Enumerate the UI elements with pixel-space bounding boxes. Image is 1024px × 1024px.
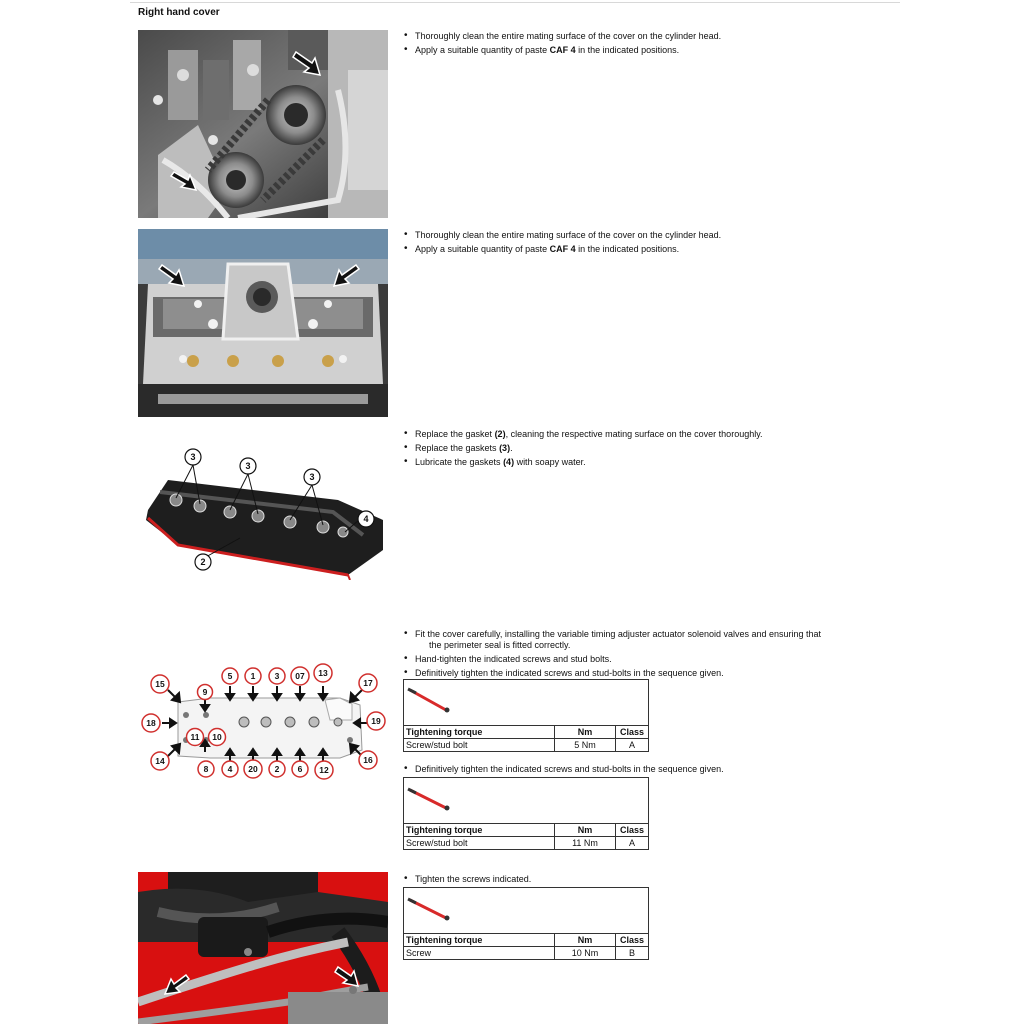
- torque-header-unit: Nm: [555, 934, 616, 947]
- callout-label: 14: [155, 756, 165, 766]
- callout-label: 18: [146, 718, 156, 728]
- torque-wrench-icon: [404, 778, 648, 820]
- torque-wrench-icon: [404, 680, 648, 722]
- callout-label: 2: [200, 557, 206, 567]
- callout-label: 17: [363, 678, 373, 688]
- section-title: Right hand cover: [138, 7, 220, 18]
- step-item: • Hand-tighten the indicated screws and stud bolts.: [404, 652, 904, 666]
- callout-label: 3: [309, 472, 315, 482]
- cylinder-head-photo-2: [138, 229, 388, 417]
- cover-gasket-diagram: [138, 440, 390, 580]
- callout-label: 15: [155, 679, 165, 689]
- callout-label: 4: [363, 514, 369, 524]
- tightening-sequence-diagram: [140, 660, 390, 782]
- torque-value: 10 Nm: [555, 947, 616, 960]
- step-item: • Definitively tighten the indicated screws and stud-bolts in the sequence given.: [404, 666, 904, 680]
- cylinder-head-photo-1: [138, 30, 388, 218]
- callout-label: 12: [319, 765, 329, 775]
- torque-class: A: [616, 739, 649, 752]
- torque-wrench-cell: [404, 888, 649, 934]
- callout-label: 4: [227, 764, 233, 774]
- step-list: [404, 872, 904, 886]
- callout-label: 3: [274, 671, 280, 681]
- callout-label: 13: [318, 668, 328, 678]
- torque-header-name: Tightening torque: [404, 934, 555, 947]
- torque-header-class: Class: [616, 934, 649, 947]
- callout-label: 9: [202, 687, 208, 697]
- callout-label: 5: [227, 671, 233, 681]
- torque-value: 5 Nm: [555, 739, 616, 752]
- callout-label: 16: [363, 755, 373, 765]
- callout-label: 3: [245, 461, 251, 471]
- callout-label: 2: [274, 764, 280, 774]
- top-rule: [130, 2, 900, 3]
- callout-label: 6: [297, 764, 303, 774]
- torque-class: B: [616, 947, 649, 960]
- step-item: • Thoroughly clean the entire mating surface of the cover on the cylinder head.: [404, 29, 904, 43]
- engine-bay-photo: [138, 872, 388, 1024]
- torque-fastener: Screw/stud bolt: [404, 837, 555, 850]
- torque-header-unit: Nm: [555, 824, 616, 837]
- step-item: • Replace the gaskets (3).: [404, 441, 924, 455]
- step-item: • Tighten the screws indicated.: [404, 872, 904, 886]
- step-item: • Replace the gasket (2), cleaning the respective mating surface on the cover thoroughly.: [404, 427, 924, 441]
- torque-wrench-cell: [404, 680, 649, 726]
- step-list: [404, 29, 904, 57]
- step-item: • Apply a suitable quantity of paste CAF 4 in the indicated positions.: [404, 242, 904, 256]
- step-list: [404, 762, 904, 776]
- torque-header-name: Tightening torque: [404, 726, 555, 739]
- callout-label: 19: [371, 716, 381, 726]
- callout-label: 1: [250, 671, 256, 681]
- step-list: [404, 427, 924, 469]
- callout-label: 07: [295, 671, 305, 681]
- step-list: [404, 228, 904, 256]
- step-item: • Definitively tighten the indicated screws and stud-bolts in the sequence given.: [404, 762, 904, 776]
- step-item: • Apply a suitable quantity of paste CAF 4 in the indicated positions.: [404, 43, 904, 57]
- torque-table: [403, 679, 649, 752]
- step-item: • Thoroughly clean the entire mating surface of the cover on the cylinder head.: [404, 228, 904, 242]
- torque-header-name: Tightening torque: [404, 824, 555, 837]
- callout-label: 10: [212, 732, 222, 742]
- callout-label: 11: [190, 732, 200, 742]
- torque-value: 11 Nm: [555, 837, 616, 850]
- torque-header-unit: Nm: [555, 726, 616, 739]
- torque-wrench-icon: [404, 888, 648, 930]
- torque-table: [403, 777, 649, 850]
- torque-wrench-cell: [404, 778, 649, 824]
- step-list: [404, 627, 904, 680]
- torque-fastener: Screw/stud bolt: [404, 739, 555, 752]
- step-item: • Lubricate the gaskets (4) with soapy water.: [404, 455, 924, 469]
- callout-label: 3: [190, 452, 196, 462]
- callout-label: 8: [203, 764, 209, 774]
- torque-header-class: Class: [616, 824, 649, 837]
- torque-header-class: Class: [616, 726, 649, 739]
- torque-fastener: Screw: [404, 947, 555, 960]
- torque-table: [403, 887, 649, 960]
- torque-class: A: [616, 837, 649, 850]
- callout-label: 20: [248, 764, 258, 774]
- step-item: • Fit the cover carefully, installing the variable timing adjuster actuator solenoid valves and ensuring that the perimeter seal is fitted correctly.: [404, 627, 904, 652]
